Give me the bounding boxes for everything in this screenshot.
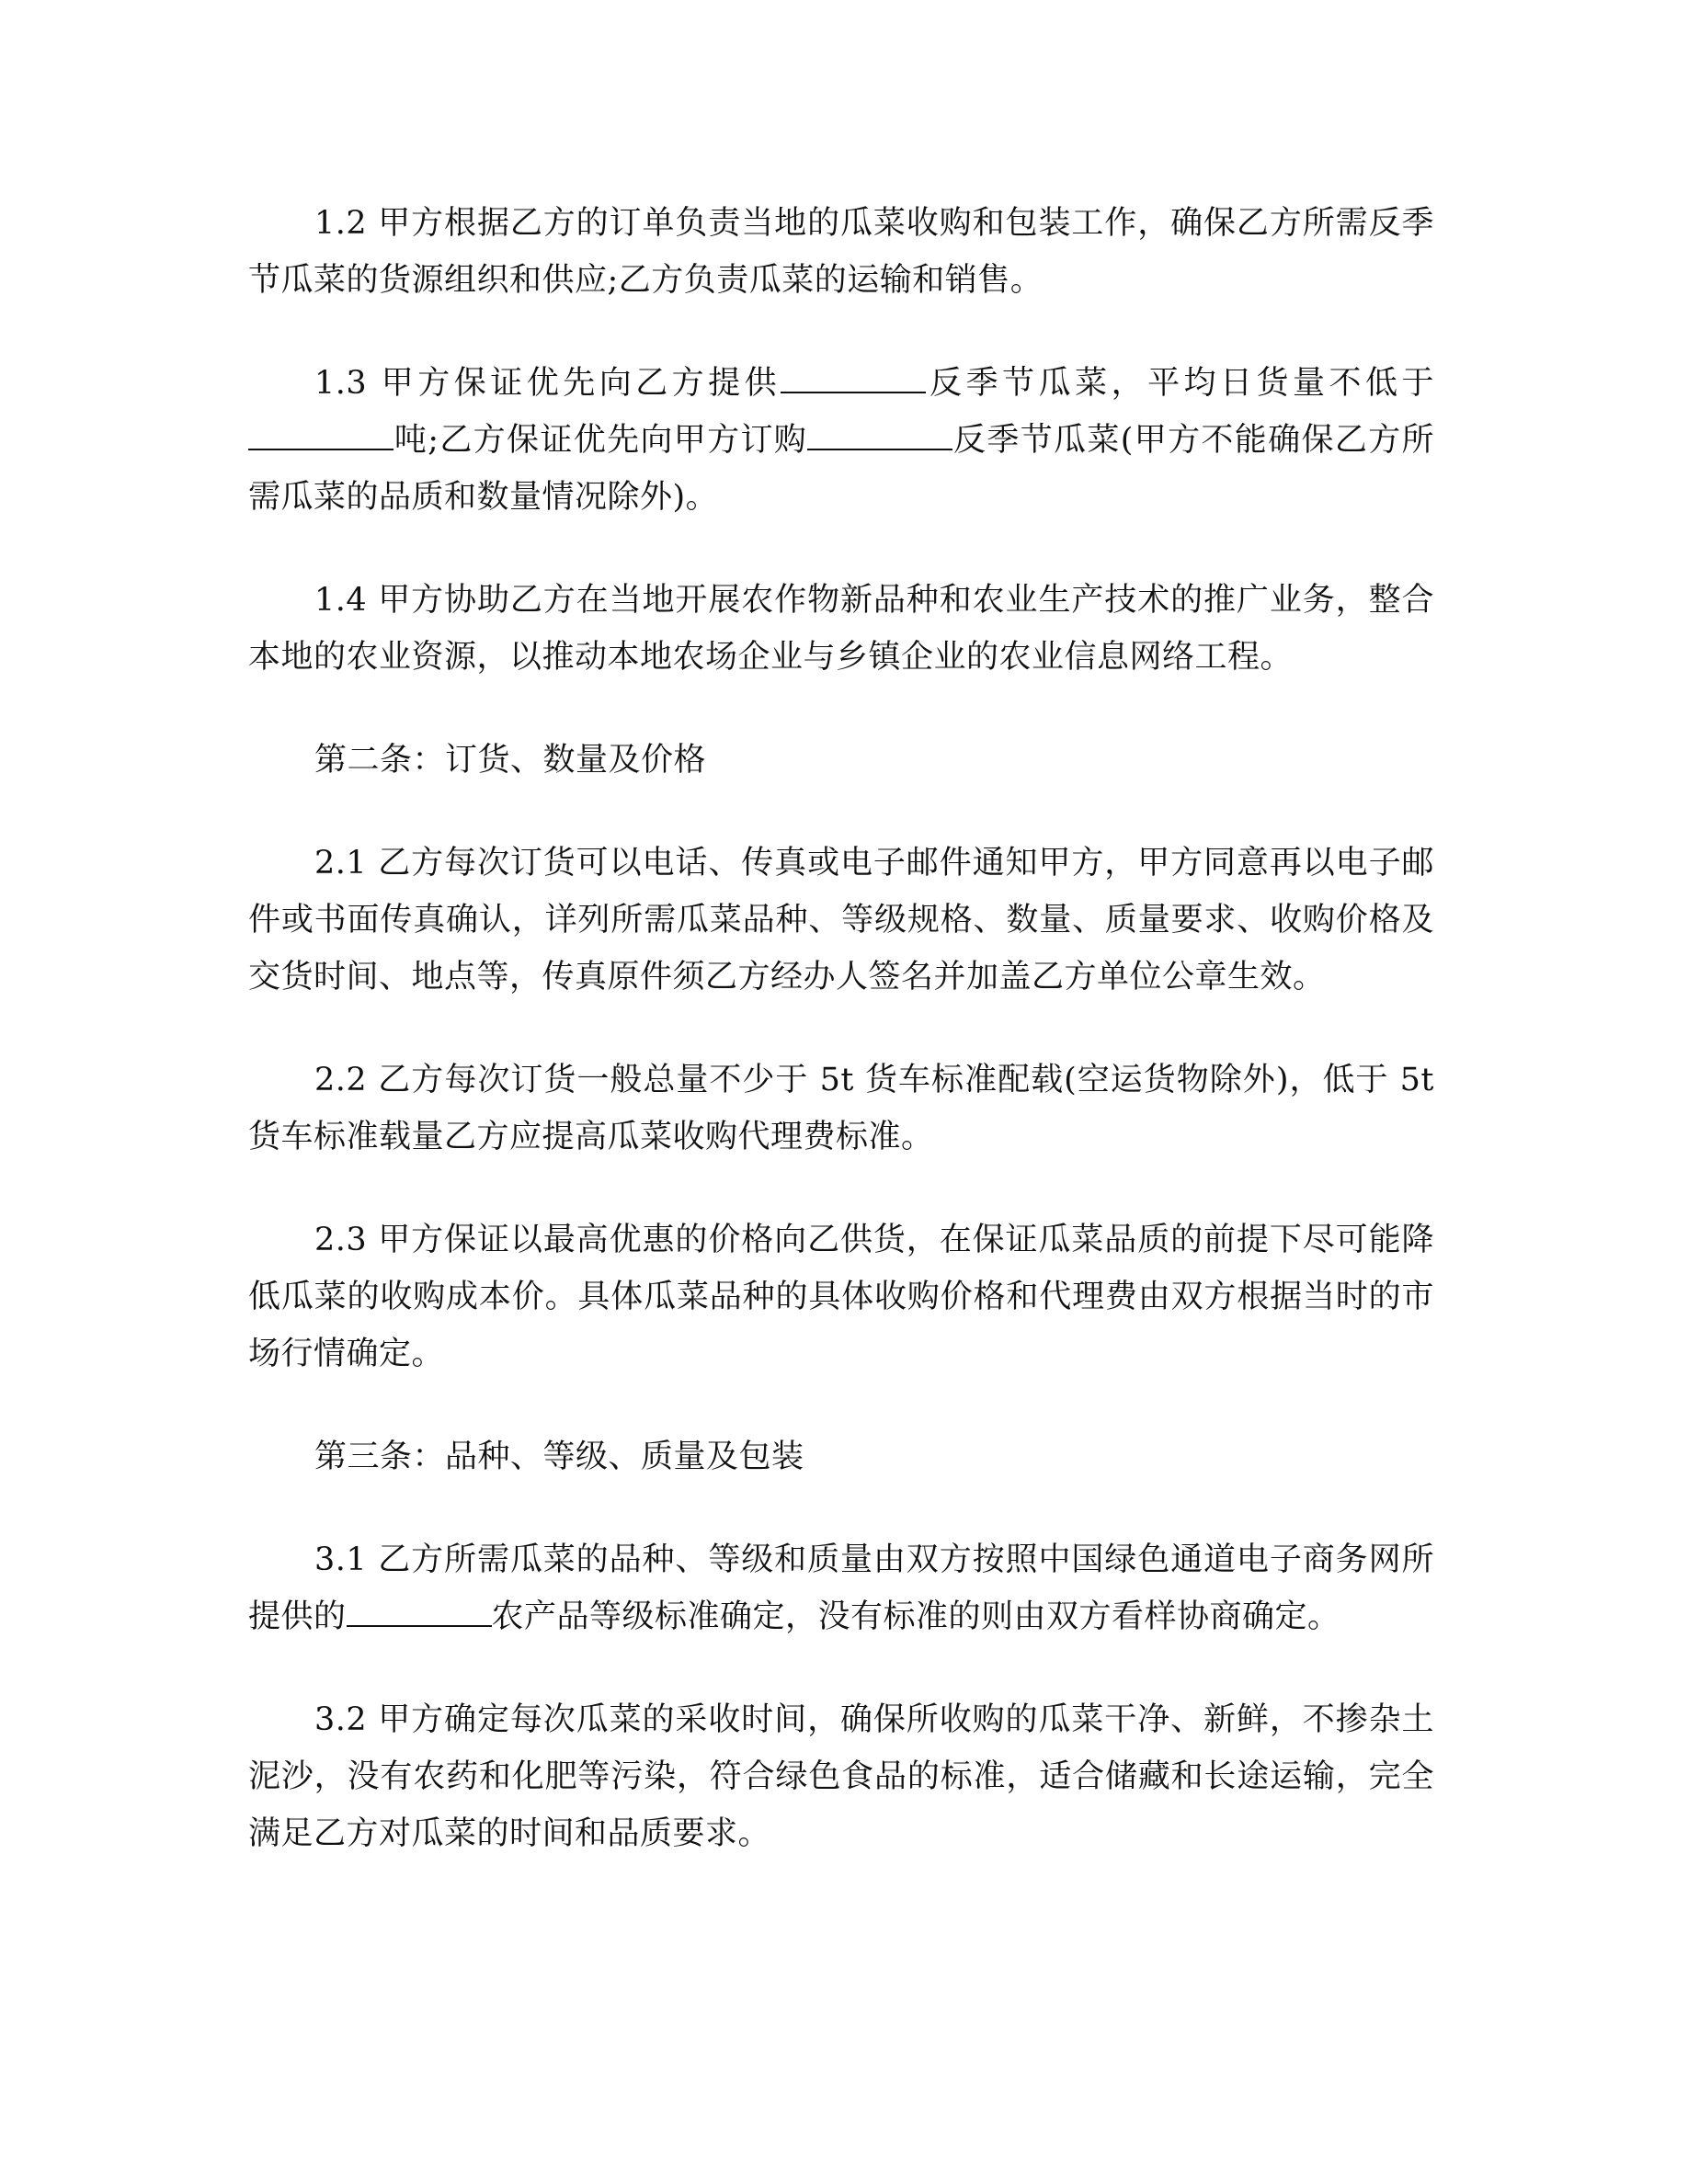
clause-1-3-text-d: 反季节瓜菜(甲方不能确保乙方所需瓜菜的品质和数量情况除外)。 xyxy=(248,422,1435,516)
clause-1-3 xyxy=(248,355,1434,526)
fill-in-blank xyxy=(807,423,952,450)
section-heading-3: 第三条：品种、等级、质量及包装 xyxy=(314,1439,804,1475)
document-body xyxy=(248,195,1434,1908)
fill-in-blank xyxy=(781,366,926,393)
clause-1-4: 1.4 甲方协助乙方在当地开展农作物新品种和农业生产技术的推广业务，整合本地的农业资源，以推动本地农场企业与乡镇企业的农业信息网络工程。 xyxy=(248,582,1434,676)
fill-in-blank xyxy=(248,423,393,450)
clause-1-3-text-a: 1.3 甲方保证优先向乙方提供 xyxy=(314,365,781,402)
fill-in-blank xyxy=(347,1599,492,1627)
clause-3-1-text-b: 农产品等级标准确定，没有标准的则由双方看样协商确定。 xyxy=(491,1598,1340,1635)
clause-3-1 xyxy=(248,1531,1434,1645)
clause-1-2: 1.2 甲方根据乙方的订单负责当地的瓜菜收购和包装工作，确保乙方所需反季节瓜菜的货源组织和供应;乙方负责瓜菜的运输和销售。 xyxy=(248,205,1434,299)
clause-1-3-text-b: 反季节瓜菜，平均日货量不低于 xyxy=(926,365,1434,402)
clause-3-2: 3.2 甲方确定每次瓜菜的采收时间，确保所收购的瓜菜干净、新鲜，不掺杂土泥沙，没有农药和化肥等污染，符合绿色食品的标准，适合储藏和长途运输，完全满足乙方对瓜菜的时间和品质要求。 xyxy=(248,1701,1434,1852)
clause-2-2: 2.2 乙方每次订货一般总量不少于 5t 货车标准配载(空运货物除外)，低于 5t 货车标准载量乙方应提高瓜菜收购代理费标准。 xyxy=(248,1062,1434,1155)
clause-3-1-text-a: 3.1 乙方所需瓜菜的品种、等级和质量由双方按照中国绿色通道电子商务网所提供的 xyxy=(248,1541,1434,1635)
clause-2-3: 2.3 甲方保证以最高优惠的价格向乙供货，在保证瓜菜品质的前提下尽可能降低瓜菜的收购成本价。具体瓜菜品种的具体收购价格和代理费由双方根据当时的市场行情确定。 xyxy=(248,1222,1434,1372)
clause-2-1: 2.1 乙方每次订货可以电话、传真或电子邮件通知甲方，甲方同意再以电子邮件或书面传真确认，详列所需瓜菜品种、等级规格、数量、质量要求、收购价格及交货时间、地点等，传真原件须乙方经办人签名并加盖乙方单位公章生效。 xyxy=(248,845,1434,995)
clause-1-3-text-c: 吨;乙方保证优先向甲方订购 xyxy=(393,422,808,459)
section-heading-2: 第二条：订货、数量及价格 xyxy=(314,742,707,779)
